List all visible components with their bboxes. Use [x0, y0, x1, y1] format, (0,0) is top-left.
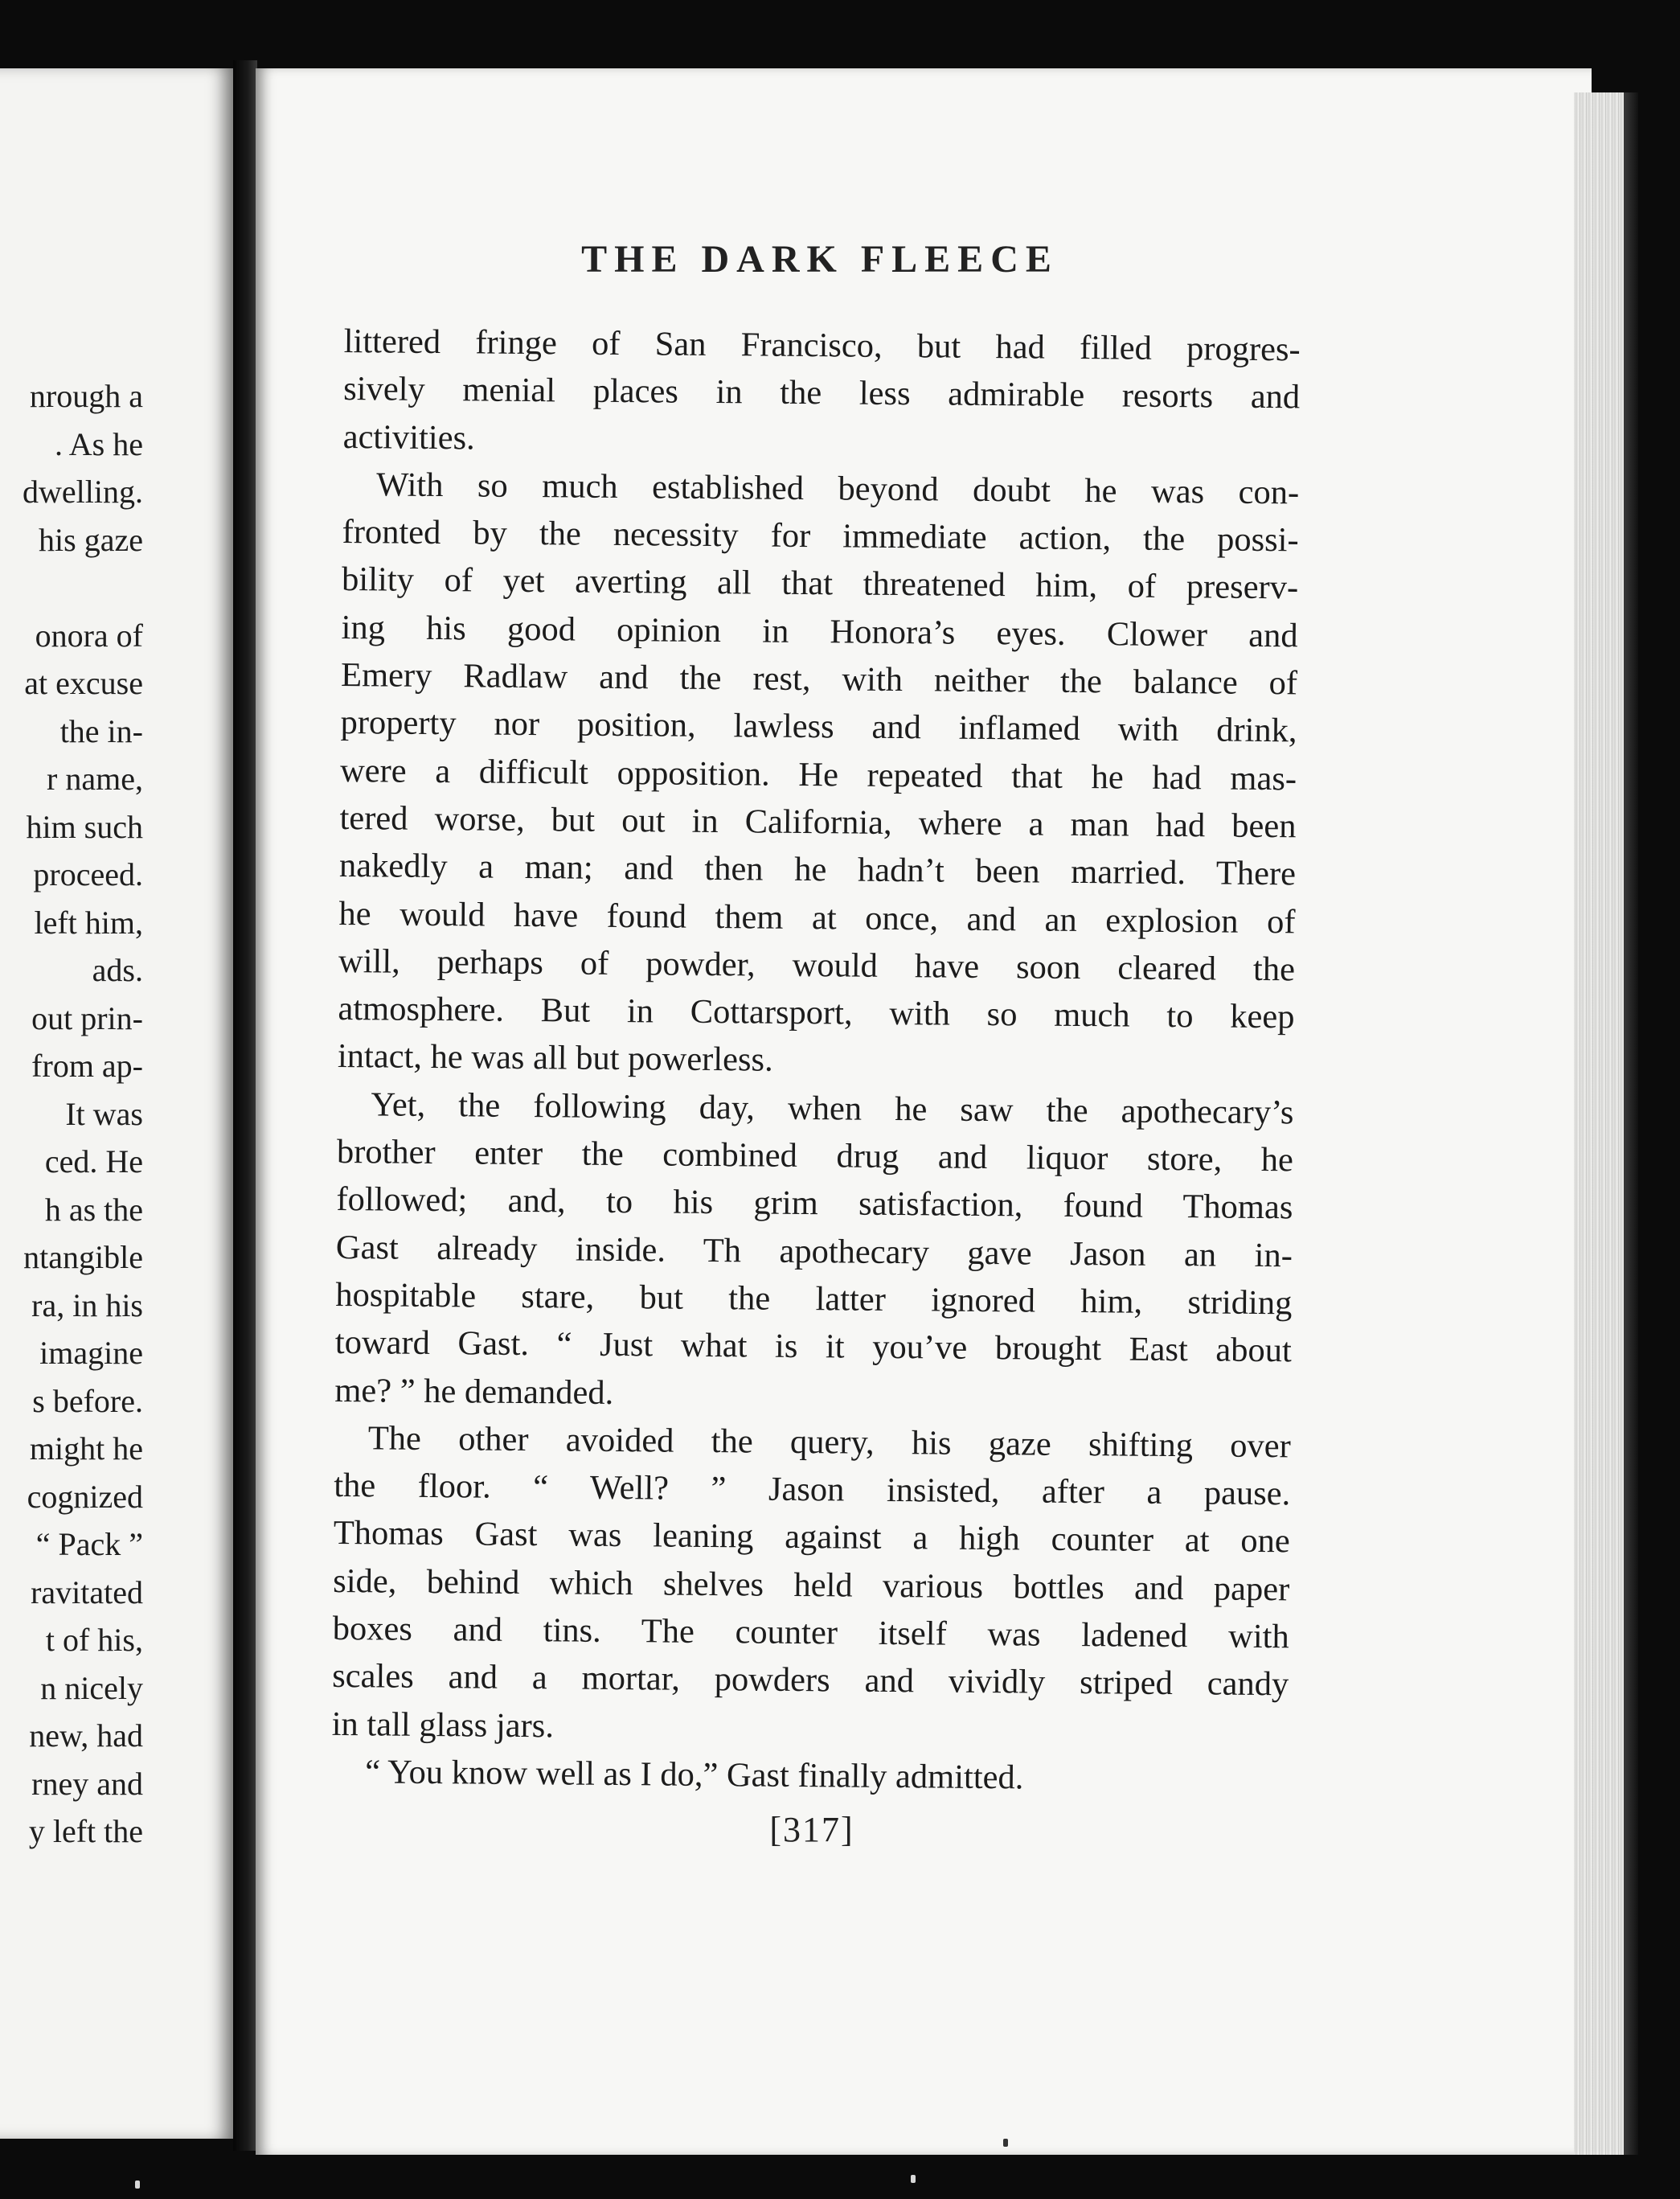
facing-page-line: t of his,	[45, 1622, 143, 1658]
page-number: [317]	[769, 1810, 854, 1849]
facing-page-line: dwelling.	[23, 474, 143, 510]
facing-page-line: cognized	[27, 1478, 143, 1515]
scan-speck	[911, 2175, 916, 2183]
text-line: intact, he was all but powerless.	[337, 1037, 773, 1080]
facing-page-line: s before.	[32, 1382, 143, 1419]
facing-page-line: might he	[29, 1430, 143, 1467]
facing-page-line: r name,	[47, 761, 143, 797]
text-line: Emery Radlaw and the rest, with neither the balance of	[340, 656, 1298, 703]
text-line: will, perhaps of powder, would have soon cleared the	[338, 942, 1296, 989]
text-line: the floor. “ Well? ” Jason insisted, after a pause.	[334, 1467, 1291, 1513]
text-line: followed; and, to his grim satisfaction, found Thomas	[336, 1180, 1293, 1227]
scan-speck	[1003, 2139, 1008, 2147]
text-line: were a difficult opposition. He repeated that he had mas-	[339, 751, 1297, 798]
facing-page-line: ra, in his	[31, 1286, 143, 1323]
text-line: me? ” he demanded.	[334, 1371, 614, 1412]
text-line: Thomas Gast was leaning against a high counter at one	[333, 1514, 1290, 1561]
facing-page-line: from ap-	[31, 1048, 143, 1084]
text-line: Yet, the following day, when he saw the apothecary’s	[371, 1085, 1294, 1132]
page-edges	[1574, 92, 1638, 2155]
text-line: Gast already inside. Th apothecary gave Jason an in-	[335, 1228, 1293, 1274]
text-line: bility of yet averting all that threatened him, of preserv-	[341, 560, 1299, 607]
facing-page-line: . As he	[55, 425, 143, 462]
book-gutter	[233, 60, 257, 2151]
text-line: The other avoided the query, his gaze shifting over	[367, 1419, 1292, 1466]
text-line: littered fringe of San Francisco, but had filled progres-	[343, 322, 1301, 369]
facing-page-line: out prin-	[31, 999, 143, 1036]
facing-page-line: ced. He	[44, 1143, 143, 1180]
text-line: he would have found them at once, and an explosion of	[338, 894, 1296, 941]
facing-page-line: rney and	[31, 1765, 143, 1802]
facing-page-line: ravitated	[31, 1573, 143, 1610]
facing-page-line: nrough a	[29, 378, 143, 414]
facing-page-line: the in-	[59, 712, 143, 749]
text-line: ing his good opinion in Honora’s eyes. Clower and	[341, 608, 1298, 655]
text-line: tered worse, but out in California, where a man had been	[339, 798, 1297, 846]
facing-page-line: his gaze	[39, 521, 143, 558]
text-line: hospitable stare, but the latter ignored him, striding	[335, 1275, 1293, 1323]
text-line: side, behind which shelves held various bottles and paper	[333, 1561, 1290, 1609]
facing-page-line: “ Pack ”	[35, 1526, 143, 1562]
facing-page	[0, 68, 233, 2139]
facing-page-line: left him,	[34, 904, 143, 941]
running-head: THE DARK FLEECE	[581, 238, 1059, 281]
text-line: “ You know well as I do,” Gast finally admitted.	[365, 1753, 1024, 1797]
facing-page-line: ntangible	[23, 1239, 143, 1275]
page-body-text	[331, 318, 1301, 1804]
facing-page-line: h as the	[44, 1191, 143, 1228]
text-line: atmosphere. But in Cottarsport, with so much to keep	[338, 990, 1295, 1036]
text-line: activities.	[342, 417, 475, 457]
facing-page-line: imagine	[39, 1335, 143, 1371]
text-line: nakedly a man; and then he hadn’t been married. There	[338, 847, 1297, 893]
text-line: boxes and tins. The counter itself was ladened with	[332, 1609, 1289, 1656]
facing-page-line: y left the	[28, 1813, 143, 1849]
facing-page-line: proceed.	[33, 856, 143, 892]
facing-page-line: onora of	[35, 617, 143, 654]
facing-page-line: at excuse	[24, 665, 143, 701]
facing-page-text	[0, 372, 143, 1856]
facing-page-line: him such	[26, 808, 143, 845]
text-line: toward Gast. “ Just what is it you’ve brought East about	[334, 1323, 1293, 1370]
facing-page-line: It was	[65, 1095, 143, 1132]
text-line: sively menial places in the less admirable resorts and	[343, 370, 1301, 416]
text-line: in tall glass jars.	[331, 1705, 555, 1745]
text-line: scales and a mortar, powders and vividly striped candy	[332, 1657, 1289, 1704]
scan-speck	[135, 2181, 140, 2189]
facing-page-line: n nicely	[40, 1669, 143, 1706]
text-line: fronted by the necessity for immediate action, the possi-	[342, 513, 1299, 560]
facing-page-line	[0, 564, 143, 612]
facing-page-line: new, had	[29, 1717, 143, 1754]
text-line: brother enter the combined drug and liquor store, he	[336, 1133, 1294, 1180]
text-line: With so much established beyond doubt he was con-	[375, 466, 1300, 512]
text-line: property nor position, lawless and inflamed with drink,	[340, 704, 1297, 750]
facing-page-line: ads.	[92, 952, 143, 988]
